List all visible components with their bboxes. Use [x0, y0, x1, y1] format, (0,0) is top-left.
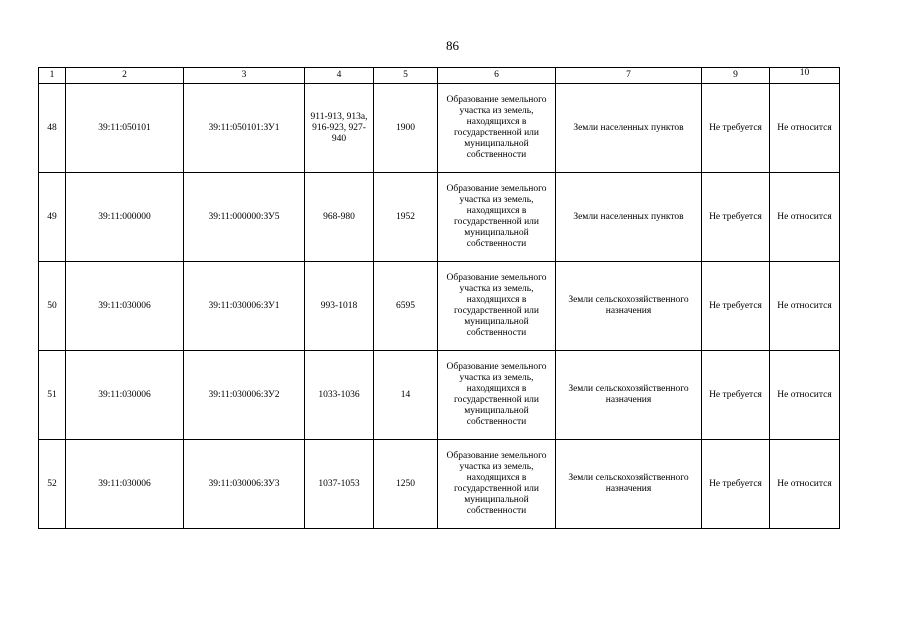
row-number: 48: [39, 84, 66, 173]
cadastral-quarter: 39:11:030006: [66, 440, 184, 529]
parcel-id: 39:11:030006:ЗУ2: [184, 351, 305, 440]
point-numbers: 1033-1036: [305, 351, 374, 440]
formation-method: Образование земельного участка из земель, находящихся в государственной или муниципальной собственности: [438, 262, 556, 351]
land-parcels-table: [38, 67, 840, 529]
formation-method: Образование земельного участка из земель, находящихся в государственной или муниципальной собственности: [438, 440, 556, 529]
column-header: 10: [770, 68, 840, 84]
parcel-id: 39:11:030006:ЗУ1: [184, 262, 305, 351]
table-row: [39, 84, 840, 173]
column-header: 7: [556, 68, 702, 84]
column-header: 5: [374, 68, 438, 84]
parcel-id: 39:11:050101:ЗУ1: [184, 84, 305, 173]
formation-method: Образование земельного участка из земель, находящихся в государственной или муниципальной собственности: [438, 84, 556, 173]
row-number: 49: [39, 173, 66, 262]
formation-method: Образование земельного участка из земель, находящихся в государственной или муниципальной собственности: [438, 351, 556, 440]
column-header: 1: [39, 68, 66, 84]
page-number: 86: [446, 38, 459, 53]
column-9-value: Не требуется: [702, 84, 770, 173]
parcel-area: 14: [374, 351, 438, 440]
parcel-id: 39:11:030006:ЗУ3: [184, 440, 305, 529]
land-category: Земли сельскохозяйственного назначения: [556, 351, 702, 440]
formation-method: Образование земельного участка из земель, находящихся в государственной или муниципальной собственности: [438, 173, 556, 262]
column-header: 3: [184, 68, 305, 84]
cadastral-quarter: 39:11:030006: [66, 351, 184, 440]
point-numbers: 911-913, 913а, 916-923, 927-940: [305, 84, 374, 173]
row-number: 52: [39, 440, 66, 529]
cadastral-quarter: 39:11:030006: [66, 262, 184, 351]
column-header: 6: [438, 68, 556, 84]
land-category: Земли населенных пунктов: [556, 84, 702, 173]
column-9-value: Не требуется: [702, 351, 770, 440]
point-numbers: 1037-1053: [305, 440, 374, 529]
column-10-value: Не относится: [770, 351, 840, 440]
column-10-value: Не относится: [770, 84, 840, 173]
point-numbers: 993-1018: [305, 262, 374, 351]
row-number: 50: [39, 262, 66, 351]
parcel-area: 1250: [374, 440, 438, 529]
table-body: [39, 68, 840, 529]
table-row: [39, 351, 840, 440]
cadastral-quarter: 39:11:000000: [66, 173, 184, 262]
parcel-area: 6595: [374, 262, 438, 351]
parcel-area: 1952: [374, 173, 438, 262]
land-category: Земли сельскохозяйственного назначения: [556, 440, 702, 529]
column-10-value: Не относится: [770, 440, 840, 529]
column-9-value: Не требуется: [702, 262, 770, 351]
column-header: 2: [66, 68, 184, 84]
column-9-value: Не требуется: [702, 440, 770, 529]
column-9-value: Не требуется: [702, 173, 770, 262]
parcel-area: 1900: [374, 84, 438, 173]
table-header-row: [39, 68, 840, 84]
column-header: 9: [702, 68, 770, 84]
table-row: [39, 440, 840, 529]
row-number: 51: [39, 351, 66, 440]
cadastral-quarter: 39:11:050101: [66, 84, 184, 173]
table-row: [39, 173, 840, 262]
column-header: 4: [305, 68, 374, 84]
land-category: Земли населенных пунктов: [556, 173, 702, 262]
parcel-id: 39:11:000000:ЗУ5: [184, 173, 305, 262]
column-10-value: Не относится: [770, 262, 840, 351]
point-numbers: 968-980: [305, 173, 374, 262]
land-category: Земли сельскохозяйственного назначения: [556, 262, 702, 351]
table-row: [39, 262, 840, 351]
column-10-value: Не относится: [770, 173, 840, 262]
